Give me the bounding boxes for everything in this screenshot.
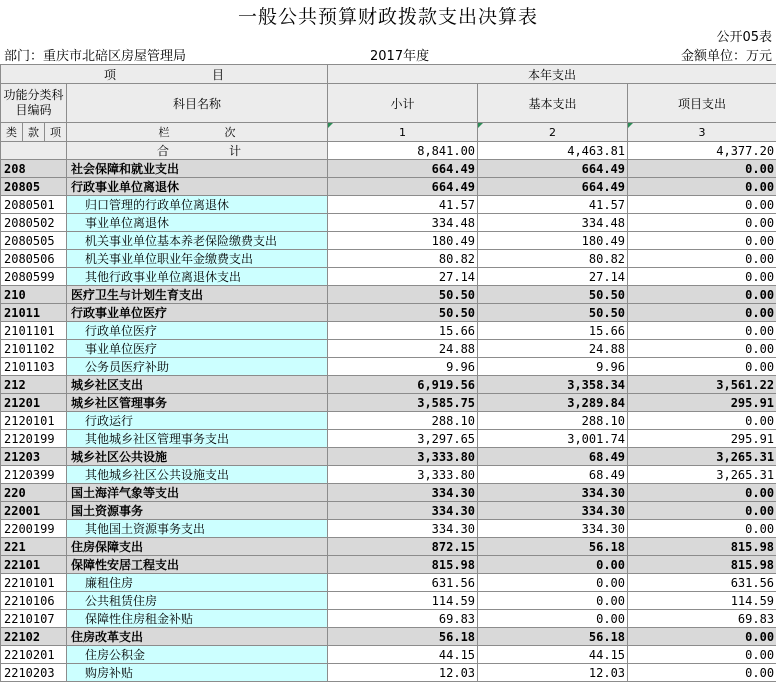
row-subtotal: 9.96	[328, 358, 478, 376]
row-basic: 50.50	[478, 304, 628, 322]
row-code: 221	[1, 538, 67, 556]
header-lei: 类	[1, 123, 23, 142]
header-subject-name: 科目名称	[67, 84, 328, 123]
table-row	[1, 448, 776, 466]
row-subject-name: 住房改革支出	[67, 628, 328, 646]
row-code: 2101101	[1, 322, 67, 340]
row-basic: 334.30	[478, 502, 628, 520]
row-project: 815.98	[628, 556, 776, 574]
currency-unit: 金额单位：万元	[680, 49, 772, 64]
row-code: 2101103	[1, 358, 67, 376]
row-subject-name: 医疗卫生与计划生育支出	[67, 286, 328, 304]
table-row	[1, 250, 776, 268]
table-row	[1, 466, 776, 484]
row-subject-name: 机关事业单位基本养老保险缴费支出	[67, 232, 328, 250]
row-subject-name: 其他行政事业单位离退休支出	[67, 268, 328, 286]
row-code: 2210106	[1, 592, 67, 610]
row-subject-name: 行政单位医疗	[67, 322, 328, 340]
row-subtotal: 288.10	[328, 412, 478, 430]
table-row	[1, 556, 776, 574]
form-number: 公开05表	[716, 30, 772, 45]
row-project: 69.83	[628, 610, 776, 628]
expenditure-table	[0, 64, 776, 682]
row-code: 2210201	[1, 646, 67, 664]
row-code: 22102	[1, 628, 67, 646]
row-basic: 15.66	[478, 322, 628, 340]
row-subject-name: 社会保障和就业支出	[67, 160, 328, 178]
table-row	[1, 610, 776, 628]
row-project: 3,265.31	[628, 448, 776, 466]
table-row	[1, 430, 776, 448]
table-row	[1, 358, 776, 376]
row-basic: 3,289.84	[478, 394, 628, 412]
row-code: 212	[1, 376, 67, 394]
row-code: 22001	[1, 502, 67, 520]
row-project: 0.00	[628, 502, 776, 520]
cell-marker	[328, 123, 333, 128]
row-subtotal: 815.98	[328, 556, 478, 574]
row-project: 0.00	[628, 664, 776, 682]
row-subject-name: 其他城乡社区管理事务支出	[67, 430, 328, 448]
row-subject-name: 廉租住房	[67, 574, 328, 592]
table-row	[1, 286, 776, 304]
row-basic: 56.18	[478, 628, 628, 646]
row-subject-name: 公共租赁住房	[67, 592, 328, 610]
table-row	[1, 484, 776, 502]
total-project: 4,377.20	[628, 142, 776, 160]
header-subtotal: 小计	[328, 84, 478, 123]
row-project: 0.00	[628, 322, 776, 340]
column-number-3-text: 3	[698, 125, 706, 139]
header-kuan: 款	[23, 123, 45, 142]
header-column-index: 栏 次	[67, 123, 328, 142]
row-project: 0.00	[628, 628, 776, 646]
row-code: 2080506	[1, 250, 67, 268]
row-subtotal: 3,333.80	[328, 448, 478, 466]
row-basic: 41.57	[478, 196, 628, 214]
row-basic: 180.49	[478, 232, 628, 250]
row-basic: 3,001.74	[478, 430, 628, 448]
row-project: 0.00	[628, 646, 776, 664]
row-code: 210	[1, 286, 67, 304]
row-basic: 334.30	[478, 520, 628, 538]
row-subject-name: 行政事业单位医疗	[67, 304, 328, 322]
row-subtotal: 872.15	[328, 538, 478, 556]
row-project: 815.98	[628, 538, 776, 556]
row-subtotal: 3,333.80	[328, 466, 478, 484]
row-subject-name: 行政事业单位离退休	[67, 178, 328, 196]
row-code: 2120399	[1, 466, 67, 484]
table-row	[1, 574, 776, 592]
table-row	[1, 628, 776, 646]
row-code: 21011	[1, 304, 67, 322]
header-item: 项 目	[1, 65, 328, 84]
row-code: 22101	[1, 556, 67, 574]
table-row	[1, 196, 776, 214]
row-basic: 334.30	[478, 484, 628, 502]
row-code: 2080505	[1, 232, 67, 250]
row-subject-name: 城乡社区管理事务	[67, 394, 328, 412]
header-current-year: 本年支出	[328, 65, 776, 84]
header-xiang: 项	[45, 123, 67, 142]
table-row	[1, 322, 776, 340]
row-project: 114.59	[628, 592, 776, 610]
table-row	[1, 232, 776, 250]
row-subject-name: 保障性住房租金补贴	[67, 610, 328, 628]
row-code: 220	[1, 484, 67, 502]
row-code: 2120101	[1, 412, 67, 430]
row-basic: 27.14	[478, 268, 628, 286]
table-row	[1, 178, 776, 196]
row-basic: 80.82	[478, 250, 628, 268]
table-row	[1, 376, 776, 394]
row-project: 0.00	[628, 196, 776, 214]
row-project: 0.00	[628, 340, 776, 358]
column-number-2	[478, 123, 628, 142]
row-subtotal: 6,919.56	[328, 376, 478, 394]
row-project: 0.00	[628, 286, 776, 304]
row-basic: 12.03	[478, 664, 628, 682]
row-subject-name: 购房补贴	[67, 664, 328, 682]
header-basic: 基本支出	[478, 84, 628, 123]
cell-marker	[628, 123, 633, 128]
row-code: 2200199	[1, 520, 67, 538]
row-basic: 44.15	[478, 646, 628, 664]
total-code-spacer	[1, 142, 67, 160]
column-number-2-text: 2	[549, 125, 557, 139]
fiscal-year: 2017年度	[370, 49, 430, 64]
row-subject-name: 国土资源事务	[67, 502, 328, 520]
row-subject-name: 城乡社区公共设施	[67, 448, 328, 466]
row-project: 0.00	[628, 160, 776, 178]
table-row	[1, 304, 776, 322]
table-row	[1, 646, 776, 664]
row-code: 208	[1, 160, 67, 178]
row-subtotal: 3,297.65	[328, 430, 478, 448]
row-basic: 334.48	[478, 214, 628, 232]
department-label: 部门：重庆市北碚区房屋管理局	[4, 49, 187, 64]
row-subtotal: 114.59	[328, 592, 478, 610]
row-code: 2120199	[1, 430, 67, 448]
row-subtotal: 50.50	[328, 286, 478, 304]
row-code: 2080599	[1, 268, 67, 286]
row-code: 21201	[1, 394, 67, 412]
row-basic: 9.96	[478, 358, 628, 376]
table-row	[1, 538, 776, 556]
row-basic: 0.00	[478, 556, 628, 574]
row-subtotal: 44.15	[328, 646, 478, 664]
row-basic: 664.49	[478, 178, 628, 196]
row-code: 2080501	[1, 196, 67, 214]
table-row	[1, 592, 776, 610]
row-project: 0.00	[628, 358, 776, 376]
row-subject-name: 保障性安居工程支出	[67, 556, 328, 574]
row-subtotal: 334.30	[328, 484, 478, 502]
header-project: 项目支出	[628, 84, 776, 123]
row-project: 0.00	[628, 178, 776, 196]
row-project: 0.00	[628, 484, 776, 502]
row-code: 2210203	[1, 664, 67, 682]
table-row	[1, 160, 776, 178]
cell-marker	[478, 123, 483, 128]
row-basic: 0.00	[478, 574, 628, 592]
row-code: 2101102	[1, 340, 67, 358]
row-subtotal: 664.49	[328, 178, 478, 196]
row-basic: 24.88	[478, 340, 628, 358]
row-project: 631.56	[628, 574, 776, 592]
row-subject-name: 归口管理的行政单位离退休	[67, 196, 328, 214]
row-subtotal: 3,585.75	[328, 394, 478, 412]
row-subtotal: 334.30	[328, 502, 478, 520]
row-subtotal: 12.03	[328, 664, 478, 682]
row-subtotal: 41.57	[328, 196, 478, 214]
header-function-code: 功能分类科目编码	[1, 84, 67, 123]
row-subtotal: 334.48	[328, 214, 478, 232]
row-subtotal: 80.82	[328, 250, 478, 268]
row-subject-name: 机关事业单位职业年金缴费支出	[67, 250, 328, 268]
row-subject-name: 住房保障支出	[67, 538, 328, 556]
row-project: 3,561.22	[628, 376, 776, 394]
row-basic: 50.50	[478, 286, 628, 304]
row-project: 295.91	[628, 394, 776, 412]
total-basic: 4,463.81	[478, 142, 628, 160]
total-subtotal: 8,841.00	[328, 142, 478, 160]
table-row	[1, 664, 776, 682]
row-project: 0.00	[628, 304, 776, 322]
table-row	[1, 520, 776, 538]
table-row	[1, 394, 776, 412]
row-basic: 0.00	[478, 592, 628, 610]
row-subtotal: 631.56	[328, 574, 478, 592]
row-subject-name: 公务员医疗补助	[67, 358, 328, 376]
row-basic: 288.10	[478, 412, 628, 430]
row-basic: 68.49	[478, 466, 628, 484]
row-basic: 56.18	[478, 538, 628, 556]
column-number-1	[328, 123, 478, 142]
total-row	[1, 142, 776, 160]
row-project: 0.00	[628, 520, 776, 538]
row-subject-name: 事业单位离退休	[67, 214, 328, 232]
row-subject-name: 其他国土资源事务支出	[67, 520, 328, 538]
row-subject-name: 国土海洋气象等支出	[67, 484, 328, 502]
column-number-3	[628, 123, 776, 142]
row-project: 3,265.31	[628, 466, 776, 484]
row-project: 295.91	[628, 430, 776, 448]
row-subject-name: 其他城乡社区公共设施支出	[67, 466, 328, 484]
row-subject-name: 住房公积金	[67, 646, 328, 664]
row-basic: 0.00	[478, 610, 628, 628]
row-subtotal: 69.83	[328, 610, 478, 628]
row-subtotal: 15.66	[328, 322, 478, 340]
row-basic: 3,358.34	[478, 376, 628, 394]
row-subject-name: 事业单位医疗	[67, 340, 328, 358]
row-code: 21203	[1, 448, 67, 466]
row-code: 2210107	[1, 610, 67, 628]
table-row	[1, 340, 776, 358]
row-project: 0.00	[628, 412, 776, 430]
row-basic: 664.49	[478, 160, 628, 178]
row-subtotal: 50.50	[328, 304, 478, 322]
table-row	[1, 268, 776, 286]
row-code: 20805	[1, 178, 67, 196]
row-subtotal: 27.14	[328, 268, 478, 286]
row-subtotal: 24.88	[328, 340, 478, 358]
column-number-1-text: 1	[399, 125, 407, 139]
table-row	[1, 412, 776, 430]
row-subtotal: 180.49	[328, 232, 478, 250]
row-project: 0.00	[628, 214, 776, 232]
row-subject-name: 城乡社区支出	[67, 376, 328, 394]
total-label: 合 计	[67, 142, 328, 160]
table-row	[1, 502, 776, 520]
row-subtotal: 56.18	[328, 628, 478, 646]
row-subtotal: 664.49	[328, 160, 478, 178]
row-project: 0.00	[628, 250, 776, 268]
report-title: 一般公共预算财政拨款支出决算表	[237, 6, 538, 28]
row-subtotal: 334.30	[328, 520, 478, 538]
row-subject-name: 行政运行	[67, 412, 328, 430]
row-project: 0.00	[628, 268, 776, 286]
row-code: 2210101	[1, 574, 67, 592]
row-project: 0.00	[628, 232, 776, 250]
row-basic: 68.49	[478, 448, 628, 466]
table-row	[1, 214, 776, 232]
row-code: 2080502	[1, 214, 67, 232]
